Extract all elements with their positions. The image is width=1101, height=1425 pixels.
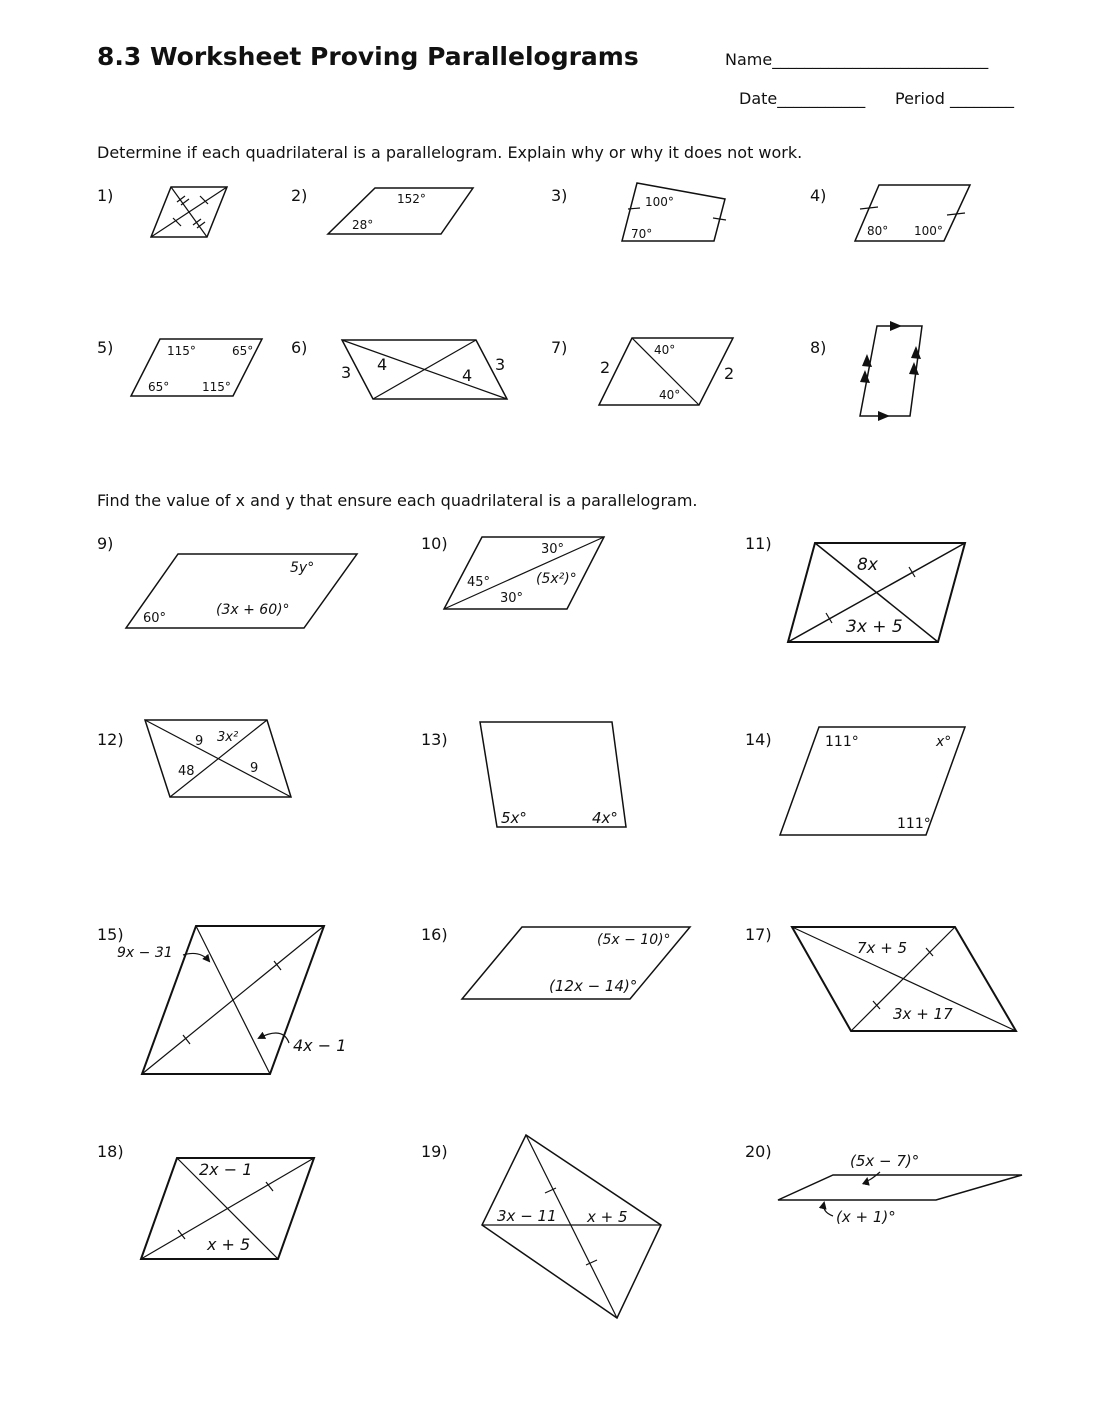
length-label: 48 [178, 764, 195, 779]
figure-16 [462, 927, 690, 999]
angle-label: 100° [645, 195, 674, 209]
angle-label: 80° [867, 224, 889, 238]
figure-18 [141, 1158, 314, 1259]
problem-number: 14) [745, 730, 772, 749]
angle-label: 40° [654, 343, 676, 357]
problem-number: 13) [421, 730, 448, 749]
problem-number: 18) [97, 1142, 124, 1161]
angle-label: 152° [397, 192, 426, 206]
angle-label: 115° [202, 380, 231, 394]
angle-label: (5x − 10)° [597, 932, 671, 948]
pointer-arrow-icon [824, 1203, 833, 1216]
parallel-arrow-icon [878, 411, 890, 421]
figure-11 [788, 543, 965, 642]
figure-14 [780, 727, 965, 835]
figure-7 [599, 338, 734, 405]
figure-9 [126, 554, 357, 628]
problem-number: 20) [745, 1142, 772, 1161]
instructions-part2: Find the value of x and y that ensure each quadrilateral is a parallelogram. [97, 491, 698, 510]
length-label: 4 [462, 366, 473, 385]
length-label: 9x − 31 [117, 945, 173, 961]
angle-label: x° [936, 734, 952, 750]
diagonal [373, 340, 476, 399]
problem-number: 3) [551, 186, 568, 205]
angle-label: 45° [467, 575, 491, 590]
diagonal [151, 187, 227, 237]
angle-label: 30° [500, 591, 524, 606]
length-label: 3x + 5 [846, 617, 903, 637]
length-label: 3x − 11 [497, 1207, 557, 1225]
diagonal [444, 537, 604, 609]
length-label: 2 [724, 364, 735, 383]
pointer-arrow-icon [867, 1172, 880, 1180]
figure-5 [131, 339, 262, 396]
period-field[interactable]: Period ________ [895, 89, 1014, 108]
worksheet-title: 8.3 Worksheet Proving Parallelograms [97, 42, 639, 71]
angle-label: 115° [167, 344, 196, 358]
figure-3 [622, 183, 726, 241]
congruence-tick-mark [586, 1260, 597, 1265]
length-label: 3 [341, 363, 352, 382]
figure-10 [444, 537, 604, 609]
length-label: 3x² [217, 730, 239, 745]
problem-number: 12) [97, 730, 124, 749]
problem-number: 16) [421, 925, 448, 944]
figure-15 [117, 926, 346, 1074]
length-label: 4x − 1 [293, 1036, 347, 1055]
figure-17 [792, 927, 1016, 1031]
angle-label: 30° [541, 542, 565, 557]
problem-number: 15) [97, 925, 124, 944]
length-label: 4 [377, 355, 388, 374]
length-label: 8x [857, 555, 878, 575]
angle-label: 5y° [290, 560, 315, 576]
quadrilateral-shape [778, 1175, 1022, 1200]
angle-label: (5x − 7)° [850, 1152, 920, 1170]
angle-label: 70° [631, 227, 653, 241]
figure-12 [145, 720, 291, 797]
instructions-part1: Determine if each quadrilateral is a parallelogram. Explain why or why it does not work. [97, 143, 803, 162]
angle-label: 100° [914, 224, 943, 238]
problem-number: 7) [551, 338, 568, 357]
angle-label: (5x²)° [536, 571, 577, 587]
length-label: 9 [250, 761, 259, 776]
length-label: 7x + 5 [857, 939, 908, 957]
angle-label: 4x° [592, 809, 618, 827]
angle-label: (12x − 14)° [549, 977, 638, 995]
angle-label: 5x° [501, 809, 527, 827]
problem-number: 17) [745, 925, 772, 944]
problem-number: 9) [97, 534, 114, 553]
figure-20 [778, 1152, 1022, 1226]
angle-label: 60° [143, 611, 167, 626]
congruence-tick-marks [173, 196, 208, 228]
date-field[interactable]: Date___________ [739, 89, 866, 108]
angle-label: 111° [825, 734, 859, 750]
length-label: x + 5 [207, 1235, 251, 1254]
length-label: 9 [195, 734, 204, 749]
name-field[interactable]: Name___________________________ [725, 50, 989, 69]
length-label: 2 [600, 358, 611, 377]
problem-number: 10) [421, 534, 448, 553]
problem-number: 1) [97, 186, 114, 205]
angle-label: 40° [659, 388, 681, 402]
length-label: x + 5 [587, 1208, 628, 1226]
problem-number: 2) [291, 186, 308, 205]
angle-label: 65° [148, 380, 170, 394]
problem-number: 5) [97, 338, 114, 357]
figure-2 [328, 188, 473, 234]
figure-4 [855, 185, 970, 241]
figure-19 [482, 1135, 661, 1318]
figure-6 [341, 340, 507, 399]
figure-13 [480, 722, 626, 827]
figure-1 [151, 187, 227, 237]
problem-number: 8) [810, 338, 827, 357]
problem-number: 6) [291, 338, 308, 357]
length-label: 2x − 1 [199, 1160, 253, 1179]
angle-label: 65° [232, 344, 254, 358]
angle-label: 28° [352, 218, 374, 232]
figure-8 [860, 321, 922, 421]
pointer-arrow-icon [183, 953, 209, 961]
problem-number: 4) [810, 186, 827, 205]
angle-label: 111° [897, 816, 931, 832]
angle-label: (x + 1)° [836, 1208, 896, 1226]
length-label: 3 [495, 355, 506, 374]
parallel-arrow-icon [890, 321, 902, 331]
diagonal [526, 1135, 617, 1318]
angle-label: (3x + 60)° [216, 602, 290, 618]
length-label: 3x + 17 [893, 1005, 953, 1023]
problem-number: 19) [421, 1142, 448, 1161]
problem-number: 11) [745, 534, 772, 553]
